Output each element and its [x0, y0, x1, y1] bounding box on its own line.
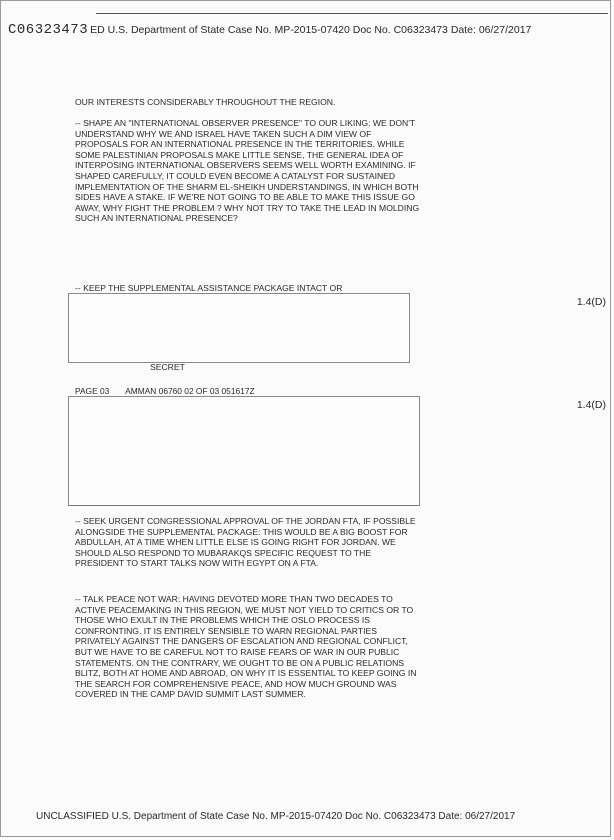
- exemption-code: 1.4(D): [576, 296, 606, 308]
- exemption-code: 1.4(D): [576, 399, 606, 411]
- classification-marking: SECRET: [150, 362, 185, 372]
- header-line: ED U.S. Department of State Case No. MP-2015-07420 Doc No. C06323473 Date: 06/27/2017: [90, 24, 532, 36]
- paragraph-keep-package: -- KEEP THE SUPPLEMENTAL ASSISTANCE PACKAGE INTACT OR: [75, 283, 343, 293]
- redaction-box: [68, 396, 420, 506]
- redaction-box: [68, 293, 410, 363]
- paragraph-observer-presence: -- SHAPE AN "INTERNATIONAL OBSERVER PRESENCE" TO OUR LIKING: WE DON'T UNDERSTAND WHY WE AND ISRAEL HAVE TAKEN SUCH A DIM VIEW OF PROPOSALS FOR AN INTERNATIONAL PRESENCE IN THE TERRITORIES. WHILE SOME PALESTINIAN PROPOSALS MAKE LITTLE SENSE, THE GENERAL IDEA OF INTERPOSING INTERNATIONAL OBSERVERS SEEMS WELL WORTH EXAMINING. IF SHAPED CAREFULLY, IT COULD EVEN BECOME A CATALYST FOR SUSTAINED IMPLEMENTATION OF THE SHARM EL-SHEIKH UNDERSTANDINGS, IN WHICH BOTH SIDES HAVE A STAKE. IF WE'RE NOT GOING TO BE ABLE TO MAKE THIS ISSUE GO AWAY, WHY FIGHT THE PROBLEM ? WHY NOT TRY TO TAKE THE LEAD IN MOLDING SUCH AN INTERNATIONAL PRESENCE?: [75, 118, 420, 224]
- header: [8, 22, 531, 38]
- page-number: PAGE 03: [75, 386, 110, 396]
- footer-line: UNCLASSIFIED U.S. Department of State Case No. MP-2015-07420 Doc No. C06323473 Date: 06/27/2017: [36, 811, 516, 822]
- cable-page-line: [75, 386, 269, 396]
- doc-id-stamp: C06323473: [8, 22, 89, 38]
- paragraph-talk-peace: -- TALK PEACE NOT WAR: HAVING DEVOTED MORE THAN TWO DECADES TO ACTIVE PEACEMAKING IN THIS REGION, WE MUST NOT YIELD TO CRITICS OR TO THOSE WHO EXULT IN THE PROBLEMS WHICH THE OSLO PROCESS IS CONFRONTING. IT IS ENTIRELY SENSIBLE TO WARN REGIONAL PARTIES PRIVATELY AGAINST THE DANGERS OF ESCALATION AND REGIONAL CONFLICT, BUT WE HAVE TO BE CAREFUL NOT TO RAISE FEARS OF WAR IN OUR PUBLIC STATEMENTS. ON THE CONTRARY, WE OUGHT TO BE ON A PUBLIC RELATIONS BLITZ, BOTH AT HOME AND ABROAD, ON WHY IT IS ESSENTIAL TO KEEP GOING IN THE SEARCH FOR COMPREHENSIVE PEACE, AND HOW MUCH GROUND WAS COVERED IN THE CAMP DAVID SUMMIT LAST SUMMER.: [75, 594, 417, 700]
- paragraph-intro: OUR INTERESTS CONSIDERABLY THROUGHOUT THE REGION.: [75, 97, 336, 107]
- paragraph-seek-approval: -- SEEK URGENT CONGRESSIONAL APPROVAL OF THE JORDAN FTA, IF POSSIBLE ALONGSIDE THE SUPPLEMENTAL PACKAGE: THIS WOULD BE A BIG BOOST FOR ABDULLAH, AT A TIME WHEN LITTLE ELSE IS GOING RIGHT FOR JORDAN. WE SHOULD ALSO RESPOND TO MUBARAKQS SPECIFIC REQUEST TO THE PRESIDENT TO START TALKS NOW WITH EGYPT ON A FTA.: [75, 516, 416, 569]
- top-rule: [96, 13, 608, 14]
- cable-reference: AMMAN 06760 02 OF 03 051617Z: [125, 386, 255, 396]
- divider-line: [68, 505, 418, 506]
